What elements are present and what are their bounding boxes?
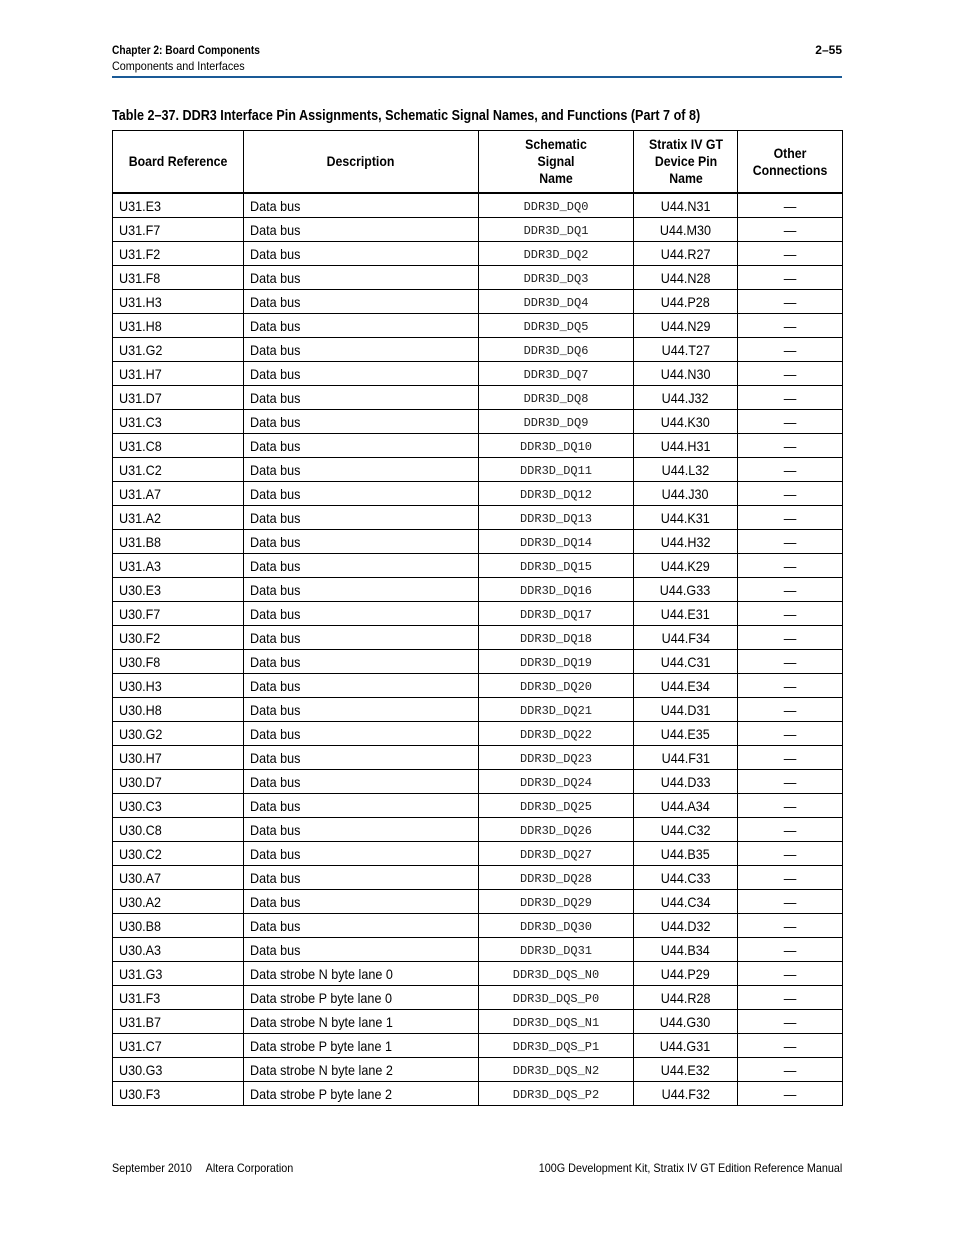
cell-device-pin: U44.R27	[634, 242, 738, 266]
table-row	[113, 218, 843, 242]
pin-assignment-table	[112, 130, 843, 1106]
cell-board-reference: U31.B8	[113, 530, 244, 554]
table-body	[113, 193, 843, 1106]
cell-description: Data bus	[244, 482, 479, 506]
cell-device-pin: U44.C33	[634, 866, 738, 890]
cell-device-pin: U44.G31	[634, 1034, 738, 1058]
cell-board-reference: U31.F3	[113, 986, 244, 1010]
cell-board-reference: U31.H8	[113, 314, 244, 338]
cell-description: Data bus	[244, 458, 479, 482]
cell-description: Data bus	[244, 938, 479, 962]
cell-other-connections: —	[738, 842, 843, 866]
cell-board-reference: U30.G2	[113, 722, 244, 746]
cell-device-pin: U44.K31	[634, 506, 738, 530]
cell-board-reference: U30.C3	[113, 794, 244, 818]
cell-board-reference: U31.A7	[113, 482, 244, 506]
column-header-schematic-signal-name: Schematic Signal Name	[479, 131, 634, 194]
cell-device-pin: U44.G33	[634, 578, 738, 602]
cell-schematic-signal: DDR3D_DQ10	[479, 434, 634, 458]
cell-device-pin: U44.T27	[634, 338, 738, 362]
cell-device-pin: U44.P29	[634, 962, 738, 986]
cell-device-pin: U44.P28	[634, 290, 738, 314]
cell-board-reference: U31.E3	[113, 193, 244, 218]
table-row	[113, 962, 843, 986]
cell-device-pin: U44.C34	[634, 890, 738, 914]
cell-board-reference: U31.A2	[113, 506, 244, 530]
cell-device-pin: U44.D33	[634, 770, 738, 794]
cell-description: Data bus	[244, 866, 479, 890]
cell-board-reference: U30.H7	[113, 746, 244, 770]
cell-schematic-signal: DDR3D_DQ8	[479, 386, 634, 410]
cell-schematic-signal: DDR3D_DQ27	[479, 842, 634, 866]
cell-schematic-signal: DDR3D_DQ5	[479, 314, 634, 338]
cell-description: Data bus	[244, 794, 479, 818]
cell-schematic-signal: DDR3D_DQ26	[479, 818, 634, 842]
cell-board-reference: U31.F2	[113, 242, 244, 266]
cell-schematic-signal: DDR3D_DQ22	[479, 722, 634, 746]
cell-device-pin: U44.L32	[634, 458, 738, 482]
cell-schematic-signal: DDR3D_DQ12	[479, 482, 634, 506]
cell-board-reference: U30.C2	[113, 842, 244, 866]
cell-other-connections: —	[738, 674, 843, 698]
cell-device-pin: U44.H32	[634, 530, 738, 554]
cell-description: Data bus	[244, 674, 479, 698]
cell-description: Data strobe P byte lane 0	[244, 986, 479, 1010]
table-row	[113, 578, 843, 602]
page-header	[112, 42, 286, 74]
cell-description: Data bus	[244, 434, 479, 458]
cell-device-pin: U44.J32	[634, 386, 738, 410]
cell-schematic-signal: DDR3D_DQ30	[479, 914, 634, 938]
cell-schematic-signal: DDR3D_DQ19	[479, 650, 634, 674]
cell-device-pin: U44.M30	[634, 218, 738, 242]
table-row	[113, 650, 843, 674]
cell-device-pin: U44.F34	[634, 626, 738, 650]
cell-board-reference: U31.D7	[113, 386, 244, 410]
cell-device-pin: U44.F32	[634, 1082, 738, 1106]
cell-schematic-signal: DDR3D_DQ21	[479, 698, 634, 722]
cell-device-pin: U44.N29	[634, 314, 738, 338]
cell-device-pin: U44.R28	[634, 986, 738, 1010]
column-header-device-pin-name: Stratix IV GT Device Pin Name	[634, 131, 738, 194]
cell-other-connections: —	[738, 962, 843, 986]
cell-other-connections: —	[738, 193, 843, 218]
cell-device-pin: U44.N28	[634, 266, 738, 290]
cell-other-connections: —	[738, 746, 843, 770]
cell-description: Data bus	[244, 554, 479, 578]
cell-board-reference: U30.F2	[113, 626, 244, 650]
cell-board-reference: U31.C3	[113, 410, 244, 434]
cell-board-reference: U31.H7	[113, 362, 244, 386]
cell-description: Data bus	[244, 698, 479, 722]
cell-description: Data bus	[244, 578, 479, 602]
cell-schematic-signal: DDR3D_DQ6	[479, 338, 634, 362]
cell-schematic-signal: DDR3D_DQ7	[479, 362, 634, 386]
cell-schematic-signal: DDR3D_DQ13	[479, 506, 634, 530]
cell-device-pin: U44.H31	[634, 434, 738, 458]
footer-manual-title: 100G Development Kit, Stratix IV GT Edition Reference Manual	[538, 1161, 842, 1175]
table-row	[113, 242, 843, 266]
cell-other-connections: —	[738, 770, 843, 794]
table-title: Table 2–37. DDR3 Interface Pin Assignments, Schematic Signal Names, and Functions (Part 7 of 8)	[112, 107, 701, 124]
cell-other-connections: —	[738, 362, 843, 386]
cell-schematic-signal: DDR3D_DQ1	[479, 218, 634, 242]
table-row	[113, 1082, 843, 1106]
cell-description: Data bus	[244, 362, 479, 386]
table-row	[113, 1058, 843, 1082]
cell-description: Data bus	[244, 890, 479, 914]
cell-schematic-signal: DDR3D_DQS_N0	[479, 962, 634, 986]
footer-company: Altera Corporation	[205, 1161, 294, 1175]
table-row	[113, 506, 843, 530]
cell-other-connections: —	[738, 554, 843, 578]
cell-description: Data strobe N byte lane 2	[244, 1058, 479, 1082]
table-row	[113, 314, 843, 338]
cell-schematic-signal: DDR3D_DQ23	[479, 746, 634, 770]
cell-other-connections: —	[738, 218, 843, 242]
cell-board-reference: U30.C8	[113, 818, 244, 842]
table-row	[113, 458, 843, 482]
cell-other-connections: —	[738, 242, 843, 266]
cell-other-connections: —	[738, 626, 843, 650]
cell-board-reference: U31.C8	[113, 434, 244, 458]
cell-device-pin: U44.G30	[634, 1010, 738, 1034]
cell-description: Data bus	[244, 242, 479, 266]
cell-description: Data bus	[244, 770, 479, 794]
cell-other-connections: —	[738, 458, 843, 482]
cell-other-connections: —	[738, 938, 843, 962]
cell-schematic-signal: DDR3D_DQ14	[479, 530, 634, 554]
cell-schematic-signal: DDR3D_DQ29	[479, 890, 634, 914]
cell-device-pin: U44.E31	[634, 602, 738, 626]
table-row	[113, 1010, 843, 1034]
cell-device-pin: U44.D32	[634, 914, 738, 938]
table-row	[113, 410, 843, 434]
cell-board-reference: U31.F7	[113, 218, 244, 242]
cell-description: Data bus	[244, 602, 479, 626]
cell-description: Data bus	[244, 842, 479, 866]
cell-description: Data bus	[244, 290, 479, 314]
cell-board-reference: U30.G3	[113, 1058, 244, 1082]
cell-device-pin: U44.K30	[634, 410, 738, 434]
chapter-title: Chapter 2: Board Components	[112, 43, 260, 57]
cell-other-connections: —	[738, 338, 843, 362]
table-row	[113, 722, 843, 746]
cell-description: Data strobe N byte lane 0	[244, 962, 479, 986]
cell-description: Data bus	[244, 650, 479, 674]
cell-other-connections: —	[738, 698, 843, 722]
cell-board-reference: U31.B7	[113, 1010, 244, 1034]
cell-other-connections: —	[738, 1058, 843, 1082]
cell-schematic-signal: DDR3D_DQS_N2	[479, 1058, 634, 1082]
cell-device-pin: U44.J30	[634, 482, 738, 506]
cell-schematic-signal: DDR3D_DQ25	[479, 794, 634, 818]
cell-schematic-signal: DDR3D_DQ4	[479, 290, 634, 314]
table-row	[113, 386, 843, 410]
cell-description: Data bus	[244, 722, 479, 746]
cell-device-pin: U44.B34	[634, 938, 738, 962]
cell-device-pin: U44.E34	[634, 674, 738, 698]
cell-other-connections: —	[738, 482, 843, 506]
table-header-row	[113, 131, 843, 194]
cell-device-pin: U44.K29	[634, 554, 738, 578]
cell-description: Data bus	[244, 314, 479, 338]
cell-schematic-signal: DDR3D_DQ20	[479, 674, 634, 698]
cell-other-connections: —	[738, 866, 843, 890]
cell-schematic-signal: DDR3D_DQ28	[479, 866, 634, 890]
cell-other-connections: —	[738, 266, 843, 290]
cell-other-connections: —	[738, 1082, 843, 1106]
table-row	[113, 434, 843, 458]
table-row	[113, 770, 843, 794]
cell-description: Data bus	[244, 914, 479, 938]
table-row	[113, 530, 843, 554]
cell-other-connections: —	[738, 890, 843, 914]
cell-schematic-signal: DDR3D_DQS_P2	[479, 1082, 634, 1106]
table-row	[113, 938, 843, 962]
table-row	[113, 193, 843, 218]
cell-other-connections: —	[738, 914, 843, 938]
cell-schematic-signal: DDR3D_DQ15	[479, 554, 634, 578]
table-row	[113, 482, 843, 506]
cell-other-connections: —	[738, 434, 843, 458]
cell-schematic-signal: DDR3D_DQ18	[479, 626, 634, 650]
cell-board-reference: U30.F8	[113, 650, 244, 674]
cell-device-pin: U44.E35	[634, 722, 738, 746]
column-header-description: Description	[244, 131, 479, 194]
cell-board-reference: U30.B8	[113, 914, 244, 938]
cell-board-reference: U31.F8	[113, 266, 244, 290]
cell-board-reference: U31.H3	[113, 290, 244, 314]
cell-schematic-signal: DDR3D_DQ9	[479, 410, 634, 434]
cell-schematic-signal: DDR3D_DQS_P0	[479, 986, 634, 1010]
cell-other-connections: —	[738, 986, 843, 1010]
table-row	[113, 842, 843, 866]
table-row	[113, 290, 843, 314]
cell-device-pin: U44.N30	[634, 362, 738, 386]
cell-other-connections: —	[738, 602, 843, 626]
cell-other-connections: —	[738, 1010, 843, 1034]
cell-other-connections: —	[738, 818, 843, 842]
cell-description: Data bus	[244, 410, 479, 434]
cell-device-pin: U44.E32	[634, 1058, 738, 1082]
column-header-board-reference: Board Reference	[113, 131, 244, 194]
cell-board-reference: U30.E3	[113, 578, 244, 602]
footer-date: September 2010	[112, 1161, 192, 1175]
cell-description: Data strobe P byte lane 2	[244, 1082, 479, 1106]
page-number: 2–55	[815, 43, 842, 57]
section-title: Components and Interfaces	[112, 59, 245, 73]
column-header-other-connections: Other Connections	[738, 131, 843, 194]
cell-device-pin: U44.C32	[634, 818, 738, 842]
cell-other-connections: —	[738, 314, 843, 338]
cell-description: Data bus	[244, 506, 479, 530]
table-row	[113, 890, 843, 914]
cell-description: Data bus	[244, 530, 479, 554]
cell-schematic-signal: DDR3D_DQ17	[479, 602, 634, 626]
cell-schematic-signal: DDR3D_DQ3	[479, 266, 634, 290]
table-row	[113, 626, 843, 650]
cell-other-connections: —	[738, 794, 843, 818]
cell-board-reference: U30.A3	[113, 938, 244, 962]
table-row	[113, 986, 843, 1010]
cell-schematic-signal: DDR3D_DQS_P1	[479, 1034, 634, 1058]
cell-board-reference: U30.D7	[113, 770, 244, 794]
cell-description: Data bus	[244, 218, 479, 242]
table-row	[113, 266, 843, 290]
cell-board-reference: U31.A3	[113, 554, 244, 578]
cell-board-reference: U30.A2	[113, 890, 244, 914]
table-row	[113, 362, 843, 386]
cell-board-reference: U30.H8	[113, 698, 244, 722]
cell-description: Data bus	[244, 193, 479, 218]
cell-board-reference: U30.A7	[113, 866, 244, 890]
page-footer-left	[112, 1161, 293, 1175]
cell-description: Data bus	[244, 386, 479, 410]
cell-device-pin: U44.B35	[634, 842, 738, 866]
cell-device-pin: U44.F31	[634, 746, 738, 770]
table-row	[113, 554, 843, 578]
cell-schematic-signal: DDR3D_DQ16	[479, 578, 634, 602]
cell-board-reference: U31.G3	[113, 962, 244, 986]
cell-other-connections: —	[738, 578, 843, 602]
cell-device-pin: U44.N31	[634, 193, 738, 218]
table-row	[113, 1034, 843, 1058]
cell-description: Data bus	[244, 818, 479, 842]
table-row	[113, 746, 843, 770]
cell-board-reference: U31.C7	[113, 1034, 244, 1058]
cell-board-reference: U31.C2	[113, 458, 244, 482]
cell-board-reference: U30.H3	[113, 674, 244, 698]
cell-schematic-signal: DDR3D_DQ11	[479, 458, 634, 482]
cell-other-connections: —	[738, 530, 843, 554]
cell-board-reference: U30.F7	[113, 602, 244, 626]
cell-schematic-signal: DDR3D_DQ2	[479, 242, 634, 266]
cell-schematic-signal: DDR3D_DQ0	[479, 193, 634, 218]
cell-device-pin: U44.A34	[634, 794, 738, 818]
cell-other-connections: —	[738, 386, 843, 410]
table-row	[113, 698, 843, 722]
cell-description: Data strobe P byte lane 1	[244, 1034, 479, 1058]
cell-board-reference: U30.F3	[113, 1082, 244, 1106]
header-divider	[112, 76, 842, 78]
cell-device-pin: U44.C31	[634, 650, 738, 674]
cell-description: Data bus	[244, 626, 479, 650]
cell-other-connections: —	[738, 722, 843, 746]
table-row	[113, 338, 843, 362]
cell-schematic-signal: DDR3D_DQ31	[479, 938, 634, 962]
cell-schematic-signal: DDR3D_DQS_N1	[479, 1010, 634, 1034]
cell-description: Data bus	[244, 266, 479, 290]
cell-other-connections: —	[738, 506, 843, 530]
cell-other-connections: —	[738, 1034, 843, 1058]
cell-other-connections: —	[738, 410, 843, 434]
cell-other-connections: —	[738, 290, 843, 314]
cell-device-pin: U44.D31	[634, 698, 738, 722]
cell-other-connections: —	[738, 650, 843, 674]
cell-description: Data bus	[244, 746, 479, 770]
cell-description: Data strobe N byte lane 1	[244, 1010, 479, 1034]
table-row	[113, 866, 843, 890]
cell-board-reference: U31.G2	[113, 338, 244, 362]
cell-schematic-signal: DDR3D_DQ24	[479, 770, 634, 794]
table-row	[113, 794, 843, 818]
table-row	[113, 674, 843, 698]
table-row	[113, 914, 843, 938]
cell-description: Data bus	[244, 338, 479, 362]
table-row	[113, 818, 843, 842]
table-row	[113, 602, 843, 626]
